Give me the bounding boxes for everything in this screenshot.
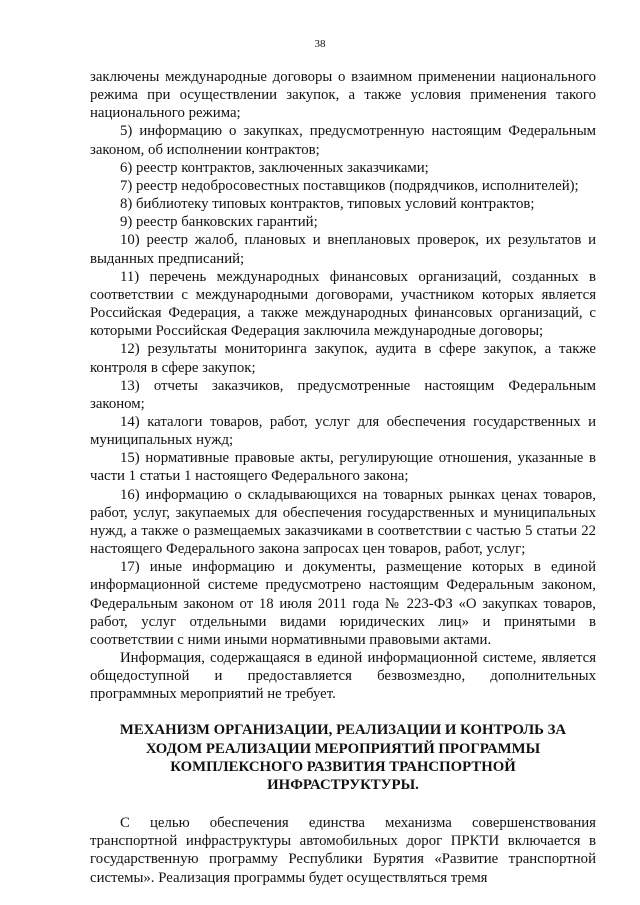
paragraph: С целью обеспечения единства механизма совершенствования транспортной инфраструктуры автомобильных дорог ПРКТИ включается в государственную программу Республики Бурятия «Развитие транспортной системы». Реализация программы будет осуществляться тремя	[90, 815, 596, 886]
paragraph: 6) реестр контрактов, заключенных заказчиками;	[120, 159, 429, 176]
paragraph: 16) информацию о складывающихся на товарных рынках ценах товаров, работ, услуг, закупаемых для обеспечения государственных и муниципальных нужд, а также о размещаемых заказчиками в соответствии с частью 5 статьи 22 настоящего Федерального закона запросах цен товаров, работ, услуг;	[90, 486, 596, 558]
paragraph: 14) каталоги товаров, работ, услуг для обеспечения государственных и муниципальных нужд;	[90, 413, 596, 449]
paragraph: 7) реестр недобросовестных поставщиков (подрядчиков, исполнителей);	[120, 177, 579, 194]
paragraph: 17) иные информацию и документы, размещение которых в единой информационной системе предусмотрено настоящим Федеральным законом, Федеральным законом от 18 июля 2011 года № 223-ФЗ «О закупках товаров, работ, услуг отдельными видами юридических лиц» и принятыми в соответствии с ними иными нормативными правовыми актами.	[90, 559, 596, 648]
bottom-paragraphs	[90, 814, 596, 887]
paragraph: 10) реестр жалоб, плановых и внеплановых проверок, их результатов и выданных предписаний;	[90, 232, 596, 267]
top-paragraphs	[90, 68, 596, 703]
document-body	[90, 68, 596, 887]
paragraph: 11) перечень международных финансовых организаций, созданных в соответствии с международными договорами, участником которых является Российская Федерация, а также международных финансовых организаций, с которыми Российская Федерация заключила международные договоры;	[90, 268, 596, 340]
section-heading: МЕХАНИЗМ ОРГАНИЗАЦИИ, РЕАЛИЗАЦИИ И КОНТРОЛЬ ЗА ХОДОМ РЕАЛИЗАЦИИ МЕРОПРИЯТИЙ ПРОГРАММЫ КОМПЛЕКСНОГО РАЗВИТИЯ ТРАНСПОРТНОЙ ИНФРАСТРУКТУРЫ.	[119, 722, 567, 793]
paragraph: 12) результаты мониторинга закупок, аудита в сфере закупок, а также контроля в сфере закупок;	[90, 341, 596, 376]
paragraph: заключены международные договоры о взаимном применении национального режима при осуществлении закупок, а также условия применения такого национального режима;	[90, 69, 596, 122]
paragraph: Информация, содержащаяся в единой информационной системе, является общедоступной и предоставляется безвозмездно, дополнительных программных мероприятий не требует.	[90, 650, 596, 703]
paragraph: 9) реестр банковских гарантий;	[120, 214, 318, 231]
page-number: 38	[314, 38, 326, 50]
paragraph: 15) нормативные правовые акты, регулирующие отношения, указанные в части 1 статьи 1 настоящего Федерального закона;	[90, 450, 596, 485]
paragraph: 5) информацию о закупках, предусмотренную настоящим Федеральным законом, об исполнении контрактов;	[90, 123, 596, 158]
paragraph: 8) библиотеку типовых контрактов, типовых условий контрактов;	[120, 196, 535, 213]
paragraph: 13) отчеты заказчиков, предусмотренные настоящим Федеральным законом;	[90, 377, 596, 412]
